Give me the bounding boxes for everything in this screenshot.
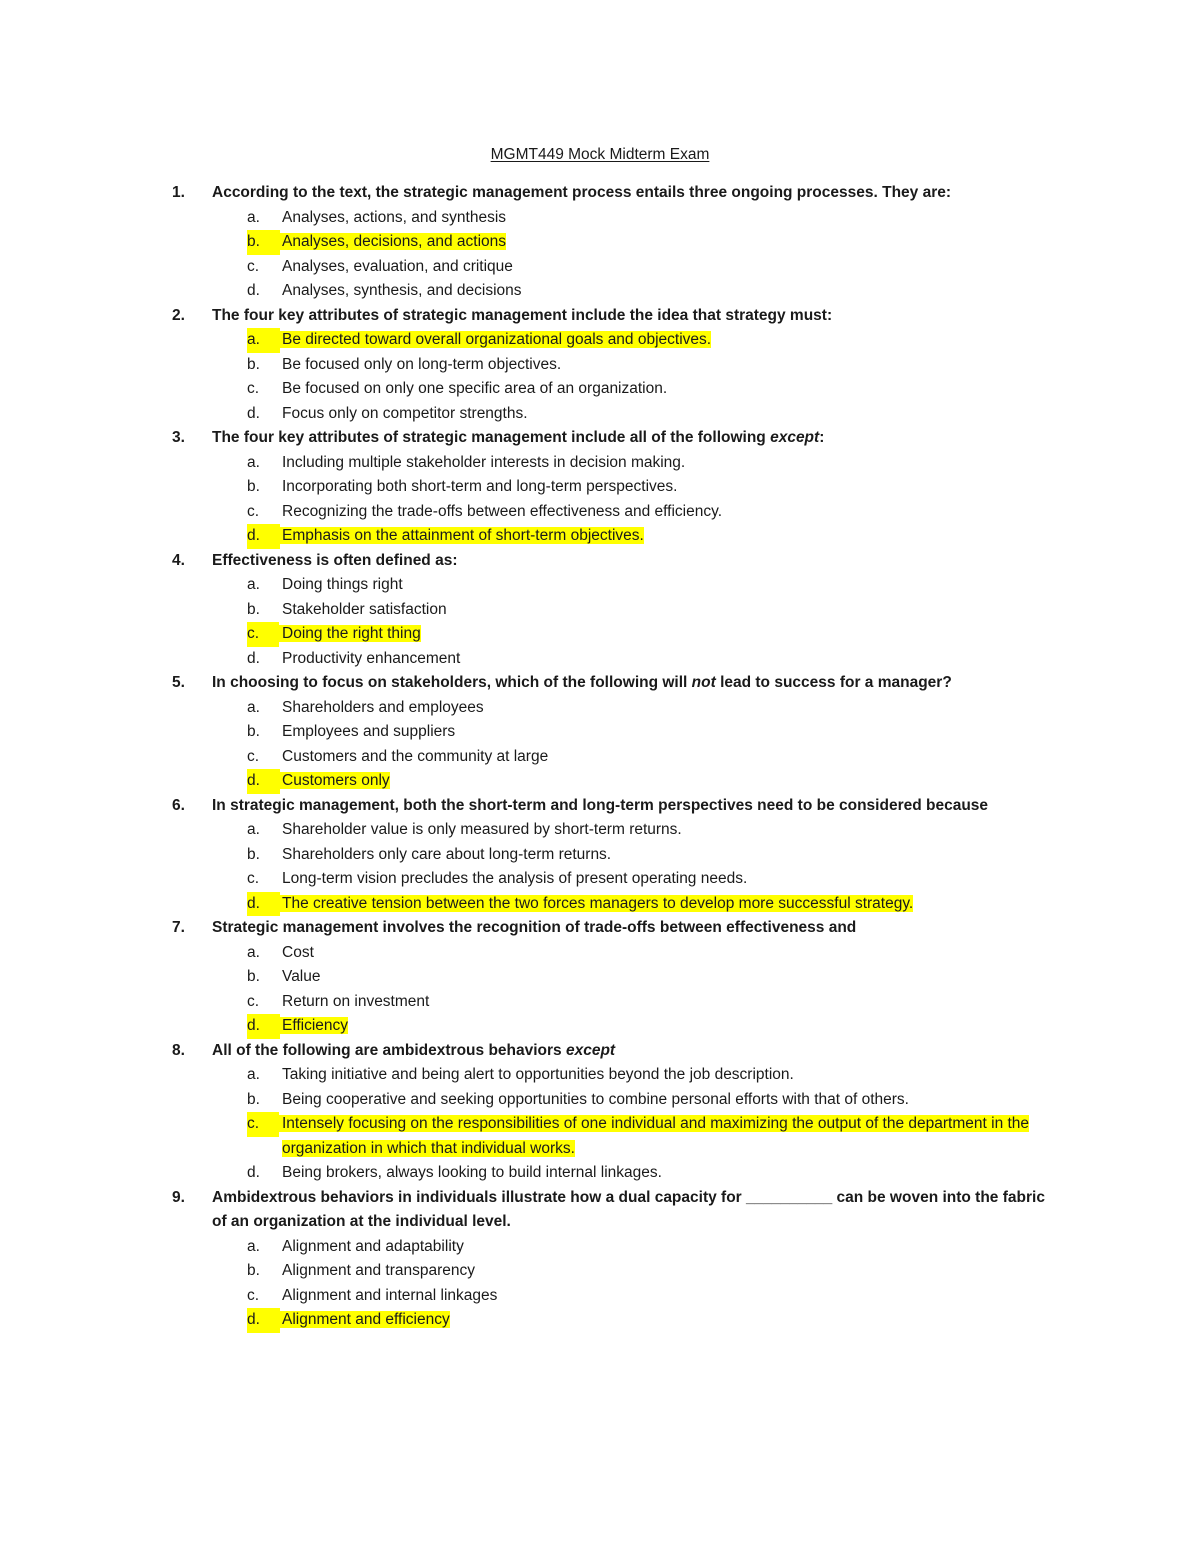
answer-option <box>172 353 1052 378</box>
answer-option <box>172 1088 1052 1113</box>
option-letter: c. <box>247 380 260 397</box>
option-letter: d. <box>247 282 260 299</box>
question-text <box>212 674 952 691</box>
question-text: According to the text, the strategic management process entails three ongoing processes. They are: <box>212 184 952 201</box>
answer-option-highlighted <box>172 1308 1052 1333</box>
option-letter: c. <box>247 992 260 1010</box>
option-text: Productivity enhancement <box>282 649 461 667</box>
exam-title: MGMT449 Mock Midterm Exam <box>490 146 710 163</box>
answer-option-highlighted <box>172 524 1052 549</box>
answer-option <box>172 1259 1052 1284</box>
option-text: Be focused on only one specific area of an organization. <box>282 380 668 397</box>
question-number: 2. <box>172 306 185 324</box>
option-text: Being brokers, always looking to build internal linkages. <box>282 1164 662 1181</box>
option-letter: c. <box>247 257 260 275</box>
option-text: Alignment and efficiency <box>276 1311 450 1328</box>
question-block <box>172 304 1052 427</box>
question-block <box>172 916 1052 1039</box>
question <box>172 426 1052 451</box>
option-letter: a. <box>247 576 260 593</box>
answer-option <box>172 500 1052 525</box>
option-letter: b. <box>247 478 260 495</box>
answer-option <box>172 598 1052 623</box>
answer-option-highlighted <box>172 230 1052 255</box>
answer-option <box>172 745 1052 770</box>
option-letter: b. <box>247 355 260 373</box>
question-number: 5. <box>172 674 185 691</box>
option-text: Emphasis on the attainment of short-term objectives. <box>276 527 644 544</box>
question-emphasis: except <box>770 429 820 446</box>
question <box>172 1186 1052 1235</box>
question-emphasis: except <box>565 1041 616 1059</box>
question-block <box>172 549 1052 672</box>
question-text: Effectiveness is often defined as: <box>212 551 458 569</box>
answer-option <box>172 475 1052 500</box>
option-text: Doing the right thing <box>276 625 421 642</box>
option-letter: a. <box>247 1237 260 1255</box>
question-emphasis: not <box>691 674 716 691</box>
option-text: Cost <box>282 943 314 961</box>
option-text: Shareholders only care about long-term returns. <box>282 845 612 863</box>
question-text <box>212 1042 615 1059</box>
answer-option <box>172 1063 1052 1088</box>
option-letter: d. <box>247 1014 280 1039</box>
question <box>172 916 1052 941</box>
option-letter: a. <box>247 453 260 471</box>
answer-option <box>172 451 1052 476</box>
question <box>172 549 1052 574</box>
option-text: Be directed toward overall organizational goals and objectives. <box>276 331 711 348</box>
answer-option <box>172 720 1052 745</box>
question-block <box>172 794 1052 917</box>
option-letter: a. <box>247 821 260 838</box>
question-text-part: The four key attributes of strategic management include all of the following <box>212 429 771 446</box>
option-text: Return on investment <box>282 992 430 1010</box>
answer-option-highlighted <box>172 328 1052 353</box>
answer-option <box>172 255 1052 280</box>
question-text: Strategic management involves the recognition of trade-offs between effectiveness and <box>212 919 857 936</box>
question-block <box>172 1186 1052 1333</box>
option-text: Alignment and transparency <box>282 1262 476 1279</box>
question-number: 7. <box>172 919 185 936</box>
option-letter: d. <box>247 1308 280 1333</box>
question <box>172 181 1052 206</box>
option-letter: b. <box>247 968 260 985</box>
option-letter: a. <box>247 943 260 961</box>
option-text: Stakeholder satisfaction <box>282 600 447 618</box>
option-letter: c. <box>247 870 260 887</box>
option-text: Efficiency <box>276 1017 348 1034</box>
option-text: Analyses, decisions, and actions <box>276 233 506 250</box>
option-text: Incorporating both short-term and long-term perspectives. <box>282 478 678 495</box>
option-text: Customers only <box>276 772 390 789</box>
option-text: Recognizing the trade-offs between effectiveness and efficiency. <box>282 502 723 520</box>
answer-option-highlighted <box>172 769 1052 794</box>
question-block <box>172 1039 1052 1186</box>
answer-option <box>172 1235 1052 1260</box>
option-text: Value <box>282 968 321 985</box>
option-letter: a. <box>247 698 260 716</box>
question-text: In strategic management, both the short-term and long-term perspectives need to be considered because <box>212 796 989 814</box>
option-text: Shareholder value is only measured by short-term returns. <box>282 821 682 838</box>
option-letter: a. <box>247 1066 260 1083</box>
option-letter: b. <box>247 230 280 255</box>
option-text: Including multiple stakeholder interests in decision making. <box>282 453 686 471</box>
question-block <box>172 181 1052 304</box>
answer-option <box>172 867 1052 892</box>
answer-option <box>172 647 1052 672</box>
question-text-part: In choosing to focus on stakeholders, which of the following will <box>212 674 692 691</box>
question-list <box>172 181 1052 1333</box>
question-block <box>172 426 1052 549</box>
answer-option <box>172 279 1052 304</box>
option-letter: d. <box>247 769 280 794</box>
answer-option <box>172 1284 1052 1309</box>
question-number: 9. <box>172 1188 185 1206</box>
option-text: Long-term vision precludes the analysis of present operating needs. <box>282 870 748 887</box>
option-text: Alignment and adaptability <box>282 1237 464 1255</box>
option-text: Focus only on competitor strengths. <box>282 404 528 422</box>
option-text: Analyses, evaluation, and critique <box>282 257 513 275</box>
option-letter: c. <box>247 747 260 765</box>
option-letter: c. <box>247 502 260 520</box>
option-text: Being cooperative and seeking opportunities to combine personal efforts with that of others. <box>282 1090 909 1108</box>
answer-option <box>172 990 1052 1015</box>
option-letter: b. <box>247 600 260 618</box>
answer-option <box>172 818 1052 843</box>
option-letter: b. <box>247 845 260 863</box>
option-text: Analyses, actions, and synthesis <box>282 208 507 226</box>
option-letter: d. <box>247 649 260 667</box>
question-number: 4. <box>172 551 185 569</box>
question-text-part: lead to success for a manager? <box>715 674 952 691</box>
option-letter: d. <box>247 1164 260 1181</box>
option-letter: c. <box>247 1286 260 1304</box>
option-text: Taking initiative and being alert to opportunities beyond the job description. <box>282 1066 794 1083</box>
question-number: 6. <box>172 796 185 814</box>
answer-option <box>172 843 1052 868</box>
answer-option-highlighted <box>172 1014 1052 1039</box>
option-text: Employees and suppliers <box>282 723 456 740</box>
option-letter: a. <box>247 208 260 226</box>
answer-option <box>172 696 1052 721</box>
answer-option-highlighted <box>172 1112 1052 1161</box>
answer-option <box>172 1161 1052 1186</box>
option-letter: d. <box>247 404 260 422</box>
answer-option <box>172 941 1052 966</box>
question-text <box>212 429 824 446</box>
question-text: The four key attributes of strategic management include the idea that strategy must: <box>212 306 833 324</box>
question-text: Ambidextrous behaviors in individuals illustrate how a dual capacity for __________ can be woven into the fabric of an organization at the individual level. <box>212 1188 1045 1230</box>
option-text: Be focused only on long-term objectives. <box>282 355 562 373</box>
question <box>172 671 1052 696</box>
option-letter: a. <box>247 328 280 353</box>
question-number: 1. <box>172 184 185 201</box>
option-text: Alignment and internal linkages <box>282 1286 498 1304</box>
question <box>172 794 1052 819</box>
answer-option <box>172 206 1052 231</box>
answer-option <box>172 402 1052 427</box>
answer-option <box>172 377 1052 402</box>
option-text: The creative tension between the two forces managers to develop more successful strategy. <box>276 895 913 912</box>
option-letter: c. <box>247 1112 279 1137</box>
option-text: Analyses, synthesis, and decisions <box>282 282 522 299</box>
option-text: Customers and the community at large <box>282 747 549 765</box>
option-text: Intensely focusing on the responsibilities of one individual and maximizing the output of the department in the organization in which that individual works. <box>276 1115 1029 1157</box>
option-letter: b. <box>247 723 260 740</box>
option-letter: b. <box>247 1262 260 1279</box>
answer-option <box>172 965 1052 990</box>
option-letter: b. <box>247 1090 260 1108</box>
question-number: 3. <box>172 429 185 446</box>
question-text-part: : <box>819 429 825 446</box>
option-text: Shareholders and employees <box>282 698 484 716</box>
option-text: Doing things right <box>282 576 403 593</box>
option-letter: d. <box>247 524 280 549</box>
question-number: 8. <box>172 1041 185 1059</box>
question <box>172 1039 1052 1064</box>
question-block <box>172 671 1052 794</box>
question <box>172 304 1052 329</box>
option-letter: c. <box>247 622 279 647</box>
answer-option <box>172 573 1052 598</box>
answer-option-highlighted <box>172 892 1052 917</box>
answer-option-highlighted <box>172 622 1052 647</box>
option-letter: d. <box>247 892 280 917</box>
question-text-part: All of the following are ambidextrous behaviors <box>212 1041 566 1059</box>
